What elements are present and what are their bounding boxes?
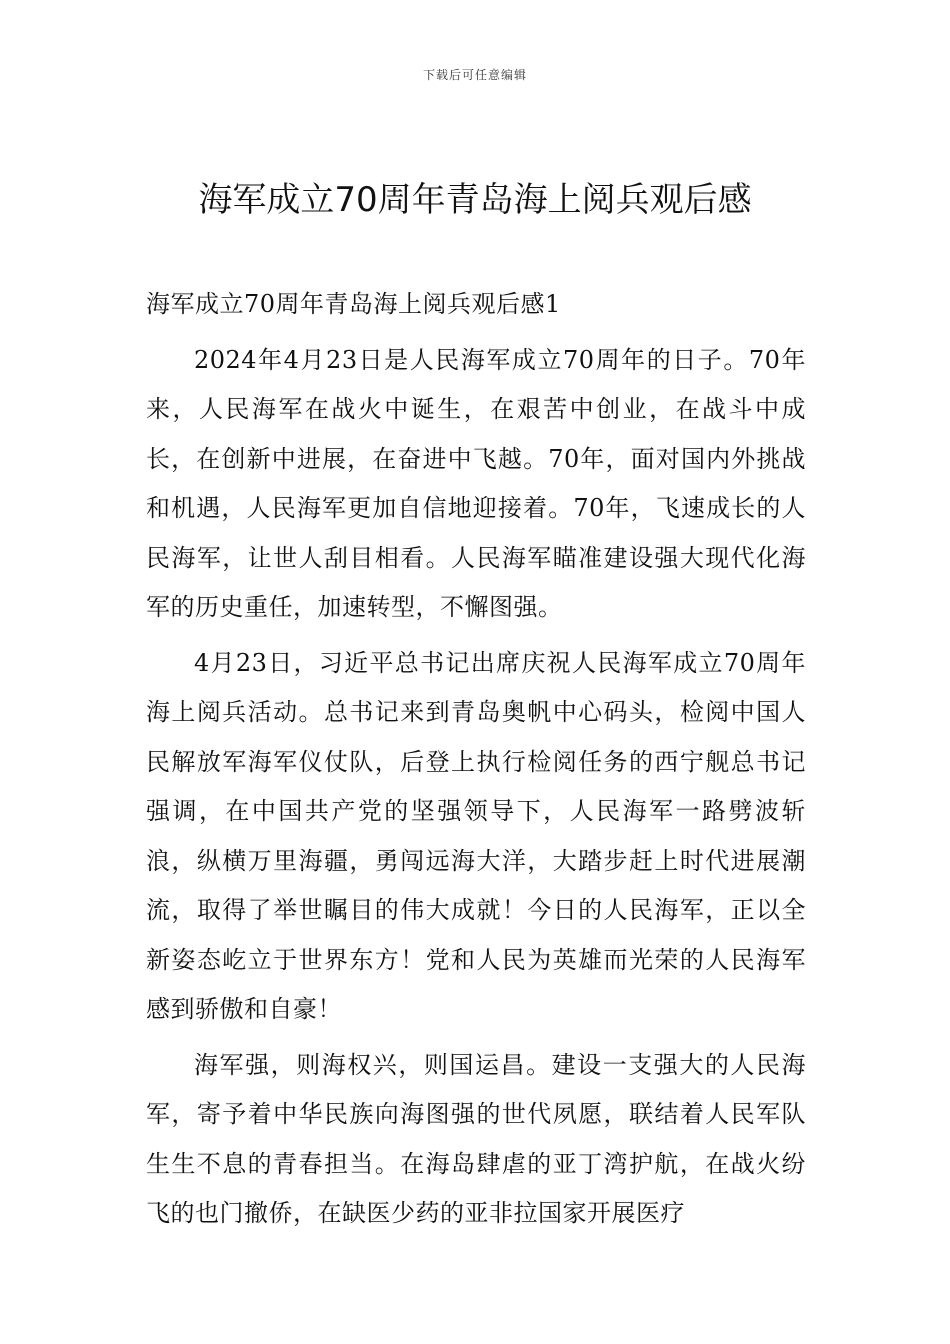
document-body [146, 280, 806, 1245]
paragraph-3: 海军强，则海权兴，则国运昌。建设一支强大的人民海军，寄予着中华民族向海图强的世代夙愿，联结着人民军队生生不息的青春担当。在海岛肆虐的亚丁湾护航，在战火纷飞的也门撤侨，在缺医少药的亚非拉国家开展医疗 [146, 1050, 806, 1227]
header-note: 下载后可任意编辑 [422, 68, 527, 82]
paragraph-1: 2024年4月23日是人民海军成立70周年的日子。70年来，人民海军在战火中诞生，在艰苦中创业，在战斗中成长，在创新中进展，在奋进中飞越。70年，面对国内外挑战和机遇，人民海军更加自信地迎接着。70年，飞速成长的人民海军，让世人刮目相看。人民海军瞄准建设强大现代化海军的历史重任，加速转型，不懈图强。 [146, 345, 806, 621]
document-title: 海军成立70周年青岛海上阅兵观后感 [198, 180, 752, 220]
paragraph-2: 4月23日，习近平总书记出席庆祝人民海军成立70周年海上阅兵活动。总书记来到青岛奥帆中心码头，检阅中国人民解放军海军仪仗队，后登上执行检阅任务的西宁舰总书记强调，在中国共产党的坚强领导下，人民海军一路劈波斩浪，纵横万里海疆，勇闯远海大洋，大踏步赶上时代进展潮流，取得了举世瞩目的伟大成就！今日的人民海军，正以全新姿态屹立于世界东方！党和人民为英雄而光荣的人民海军感到骄傲和自豪！ [146, 648, 806, 1023]
section-subtitle: 海军成立70周年青岛海上阅兵观后感1 [146, 290, 561, 318]
